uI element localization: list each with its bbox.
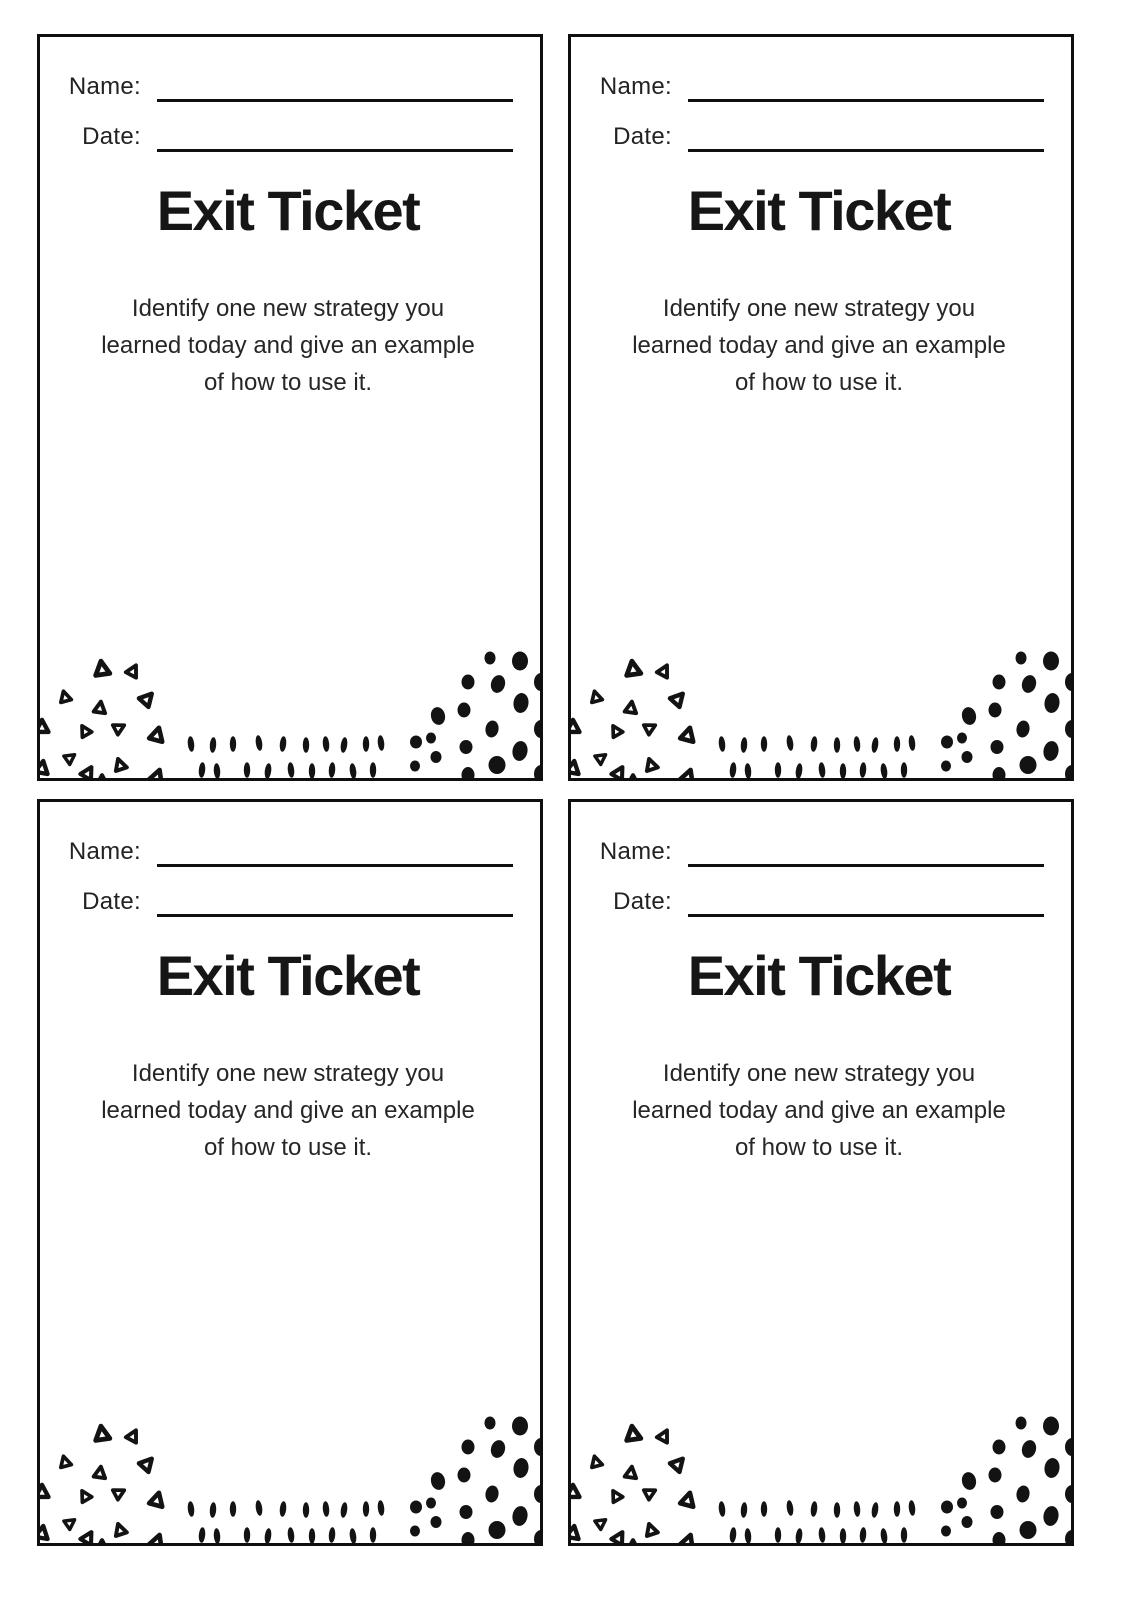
name-field-row bbox=[63, 72, 513, 102]
date-label: Date: bbox=[82, 123, 141, 150]
name-label: Name: bbox=[68, 838, 141, 865]
date-field-row bbox=[594, 887, 1044, 917]
name-label: Name: bbox=[68, 73, 141, 100]
name-blank-line bbox=[157, 838, 513, 867]
date-field-row bbox=[63, 887, 513, 917]
prompt-text bbox=[63, 1055, 513, 1166]
exit-ticket-card-4 bbox=[568, 799, 1074, 1546]
cards-grid bbox=[37, 34, 1074, 1546]
prompt-line-1: Identify one new strategy you bbox=[131, 1060, 445, 1087]
date-field-row bbox=[63, 122, 513, 152]
date-field-row bbox=[594, 122, 1044, 152]
decorative-pattern-icon bbox=[571, 1397, 1071, 1543]
name-label: Name: bbox=[599, 73, 672, 100]
card-title: Exit Ticket bbox=[156, 179, 420, 242]
decorative-pattern-icon bbox=[571, 632, 1071, 778]
name-field-row bbox=[594, 72, 1044, 102]
prompt-text bbox=[63, 290, 513, 401]
name-field-row bbox=[594, 837, 1044, 867]
name-blank-line bbox=[688, 73, 1044, 102]
prompt-line-3: of how to use it. bbox=[734, 1134, 904, 1161]
card-title: Exit Ticket bbox=[687, 944, 951, 1007]
date-blank-line bbox=[688, 123, 1044, 152]
prompt-line-2: learned today and give an example bbox=[632, 332, 1006, 359]
prompt-line-3: of how to use it. bbox=[203, 369, 373, 396]
date-blank-line bbox=[157, 123, 513, 152]
prompt-line-3: of how to use it. bbox=[734, 369, 904, 396]
exit-ticket-card-2 bbox=[568, 34, 1074, 781]
prompt-line-3: of how to use it. bbox=[203, 1134, 373, 1161]
prompt-line-2: learned today and give an example bbox=[101, 1097, 475, 1124]
exit-ticket-card-3 bbox=[37, 799, 543, 1546]
date-label: Date: bbox=[613, 888, 672, 915]
decorative-pattern-icon bbox=[40, 1397, 540, 1543]
exit-ticket-card-1 bbox=[37, 34, 543, 781]
prompt-line-2: learned today and give an example bbox=[101, 332, 475, 359]
date-label: Date: bbox=[613, 123, 672, 150]
prompt-text bbox=[594, 1055, 1044, 1166]
name-field-row bbox=[63, 837, 513, 867]
name-blank-line bbox=[688, 838, 1044, 867]
prompt-line-1: Identify one new strategy you bbox=[131, 295, 445, 322]
date-blank-line bbox=[688, 888, 1044, 917]
prompt-text bbox=[594, 290, 1044, 401]
date-label: Date: bbox=[82, 888, 141, 915]
card-title: Exit Ticket bbox=[156, 944, 420, 1007]
name-label: Name: bbox=[599, 838, 672, 865]
prompt-line-1: Identify one new strategy you bbox=[662, 295, 976, 322]
prompt-line-2: learned today and give an example bbox=[632, 1097, 1006, 1124]
name-blank-line bbox=[157, 73, 513, 102]
prompt-line-1: Identify one new strategy you bbox=[662, 1060, 976, 1087]
date-blank-line bbox=[157, 888, 513, 917]
card-title: Exit Ticket bbox=[687, 179, 951, 242]
decorative-pattern-icon bbox=[40, 632, 540, 778]
